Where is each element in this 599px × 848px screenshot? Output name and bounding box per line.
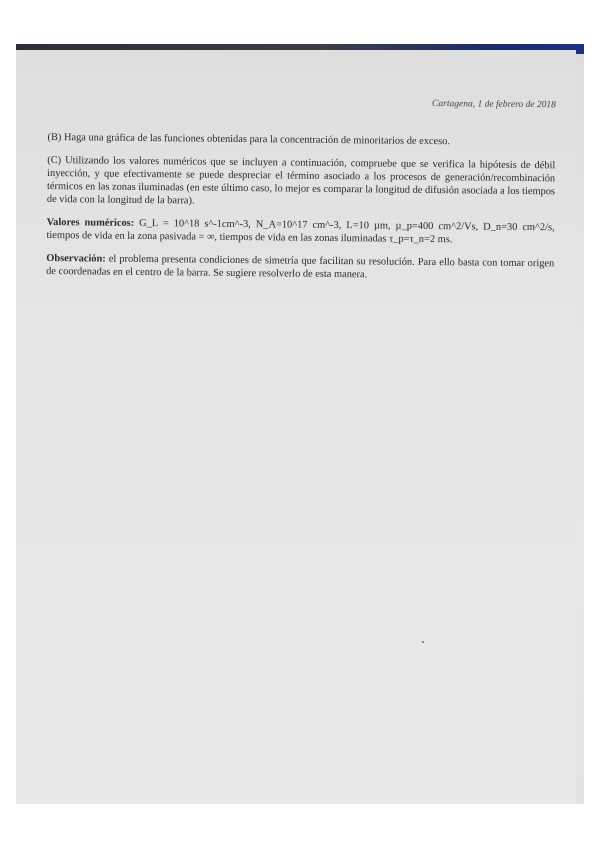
document-date: Cartagena, 1 de febrero de 2018 (432, 99, 556, 111)
part-b-paragraph: (B) Haga una gráfica de las funciones obtenidas para la concentración de minoritarios de exceso. (47, 131, 451, 148)
numeric-values-label: Valores numéricos: (46, 216, 135, 229)
observation-paragraph (46, 252, 554, 283)
paper-speck (422, 641, 424, 643)
part-c-paragraph: (C) Utilizando los valores numéricos que se incluyen a continuación, compruebe que se verifica la hipótesis de débil inyección, y que efectivamente se puede despreciar el término asociado a los procesos de generación/recombinación térmicos en las zonas iluminadas (en este último caso, lo mejor es comparar la longitud de difusión asociada a los tiempos de vida con la longitud de la barra). (46, 154, 556, 207)
numeric-values-paragraph (46, 216, 554, 247)
observation-label: Observación: (46, 252, 106, 265)
document-text (46, 94, 556, 293)
document-photo (16, 44, 584, 804)
numeric-values-text: G_L = 10^18 s^-1cm^-3, N_A=10^17 cm^-3, L=10 µm, µ_p=400 cm^2/Vs, D_n=30 cm^2/s, tiempos de vida en la zona pasivada = ∞, tiempos de vida en las zonas iluminadas τ_p=τ_n=2 ms. (46, 217, 555, 246)
observation-text: el problema presenta condiciones de simetría que facilitan su resolución. Para ello basta con tomar origen de coordenadas en el centro de la barra. Se sugiere resolverlo de esta manera. (46, 253, 555, 281)
